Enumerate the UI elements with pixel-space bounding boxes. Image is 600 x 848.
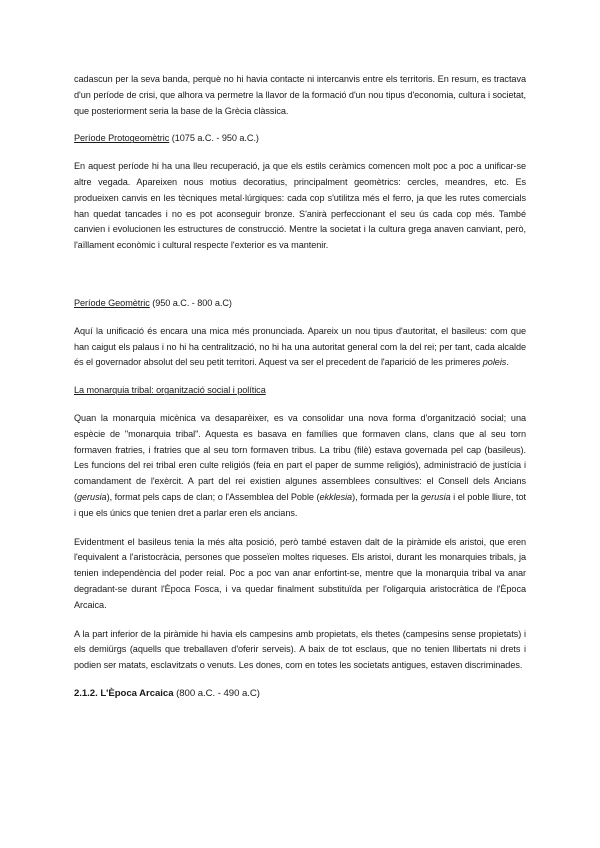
- geometric-paragraph: [74, 324, 526, 371]
- tribal-p1-c: ), formada per la: [352, 491, 422, 502]
- tribal-p1-italic-3: gerusia: [421, 491, 451, 502]
- geometric-title: Període Geomètric: [74, 297, 150, 308]
- geometric-paragraph-italic: poleis: [482, 357, 507, 368]
- intro-paragraph: cadascun per la seva banda, perquè no hi havia contacte ni intercanvis entre els territoris. En resum, es tractava d'un període de crisi, que alhora va permetre la llavor de la formació d'un nou tipus d'economia, cultura i societat, que posteriorment seria la base de la Grècia clàssica.: [74, 74, 526, 116]
- geometric-paragraph-end: .: [506, 357, 509, 368]
- archaic-section-heading: [74, 686, 526, 702]
- tribal-p1-b: ), format pels caps de clan; o l'Assemblea del Poble (: [106, 491, 320, 502]
- archaic-section-title: L'Època Arcaica: [97, 687, 174, 699]
- tribal-p1-italic-2: ekklesia: [319, 491, 353, 502]
- protogeometric-heading: [74, 131, 526, 147]
- geometric-dates: (950 a.C. - 800 a.C): [149, 297, 232, 308]
- geometric-paragraph-text: Aquí la unificació és encara una mica més pronunciada. Apareix un nou tipus d'autoritat, el basileus: com que han caigut els palaus i no hi ha centralització, no hi ha una autoritat general com la del rei; per tant, cada alcalde és el governador absolut del seu petit territori. Aquest va ser el precedent de l'aparició de les primeres: [74, 325, 526, 368]
- geometric-heading: [74, 296, 526, 312]
- archaic-section-dates: (800 a.C. - 490 a.C): [173, 687, 260, 699]
- tribal-monarchy-paragraph-1: [74, 411, 526, 522]
- tribal-p1-italic-1: gerusia: [77, 491, 107, 502]
- tribal-monarchy-paragraph-2: Evidentment el basileus tenia la més alta posició, però també estaven dalt de la piràmide els aristoi, que eren l'equivalent a l'aristocràcia, persones que posseïen moltes riqueses. Els aristoi, durant les monarquies tribals, ja tenien independència del poder reial. Poc a poc van anar enfortint-se, mentre que la monarquia tribal va anar degradant-se durant l'Època Fosca, i va quedar finalment substituïda per l'oligarquia aristocràtica de l'Època Arcaica.: [74, 536, 526, 610]
- tribal-monarchy-heading: [74, 383, 526, 399]
- tribal-monarchy-paragraph-3: A la part inferior de la piràmide hi havia els campesins amb propietats, els thetes (campesins sense propietats) i els demiürgs (aquells que treballaven d'oferir serveis). A baix de tot esclaus, que no tenien llibertats ni drets i podien ser matats, esclavitzats o venuts. Les dones, com en totes les societats antigues, estaven discriminades.: [74, 628, 526, 671]
- protogeometric-dates: (1075 a.C. - 950 a.C.): [169, 133, 259, 144]
- protogeometric-title: Període Protogeomètric: [74, 133, 170, 144]
- tribal-p1-a: Quan la monarquia micènica va desaparèixer, es va consolidar una nova forma d'organització social; una espècie de "monarquia tribal". Aquesta es basava en famílies que formaven clans, clans que al seu torn formaven fratries, i fratries que al seu torn formaven tribus. La tribu (filè) estava governada pel cap (basileus). Les funcions del rei tribal eren culte religiós (feia en part el paper de summe religiós), administració de justícia i comandament de l'exèrcit. A part del rei existien algunes assemblees consultives: el Consell dels Ancians (: [74, 412, 526, 502]
- protogeometric-paragraph: En aquest període hi ha una lleu recuperació, ja que els estils ceràmics comencen molt poc a poc a unificar-se altre vegada. Apareixen nous motius decoratius, principalment geomètrics: cercles, meandres, etc. Es produeixen canvis en les tècniques metal·lúrgiques: cada cop s'utilitza més el ferro, ja que les rutes comercials han quedat tancades i no es pot aconseguir bronze. S'anirà perfeccionant el seu ús cada cop més. També canvien i evolucionen les estructures de construcció. Mentre la societat i la cultura grega anaven canviant, però, l'aïllament econòmic i cultural respecte l'exterior es va mantenir.: [74, 161, 526, 251]
- tribal-p1-d: i el poble lliure, tot i que els únics que tenien dret a parlar eren els ancians.: [74, 491, 526, 518]
- tribal-monarchy-title: La monarquia tribal: organització social i política: [74, 385, 266, 396]
- archaic-section-number: 2.1.2.: [74, 687, 98, 699]
